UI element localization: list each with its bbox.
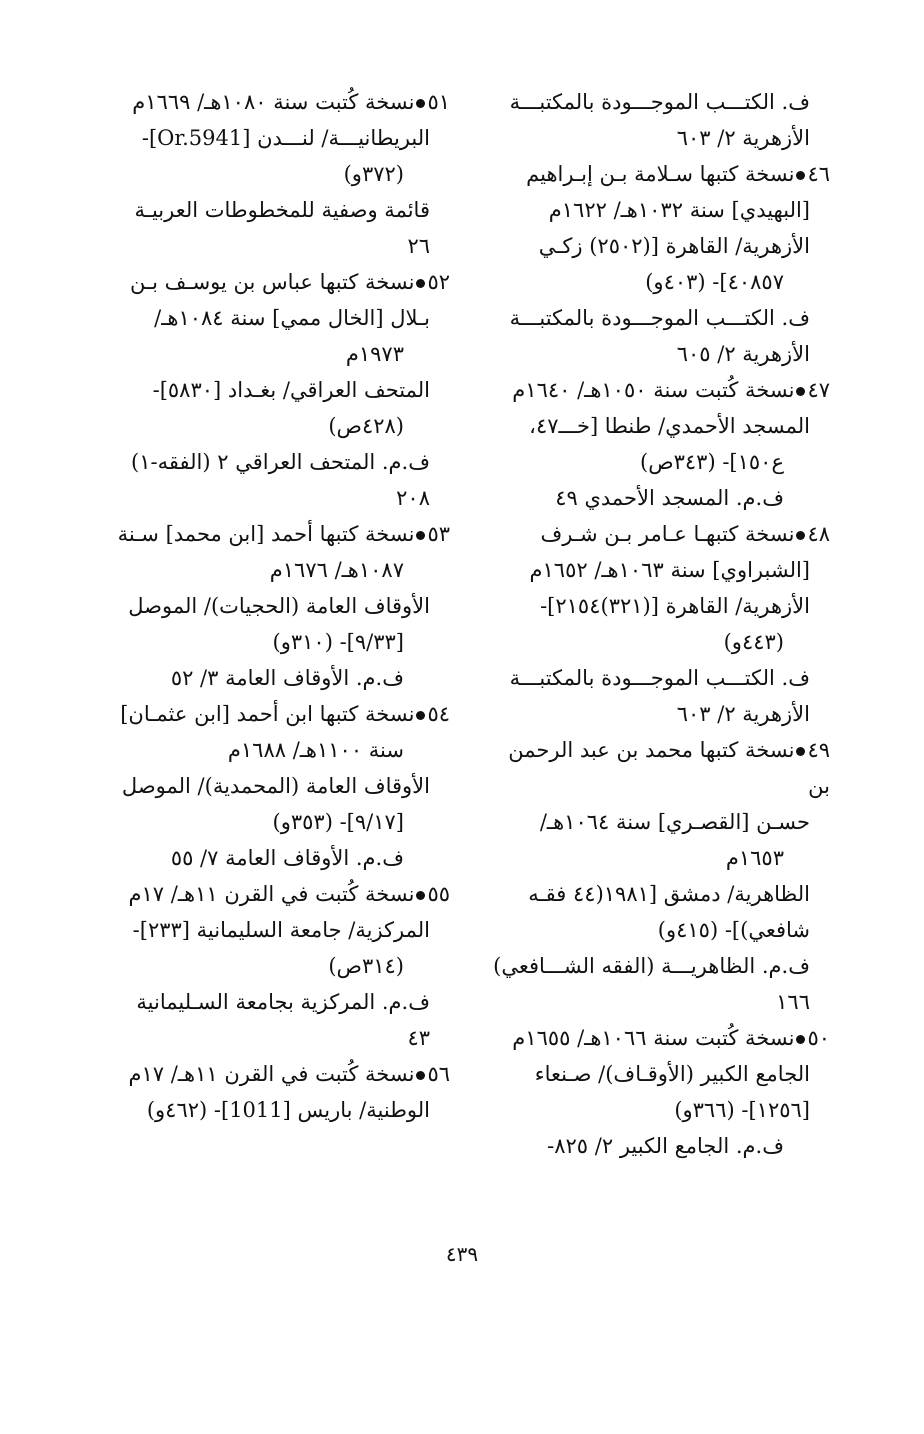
entry-number: ٥٣ [427,522,450,546]
bullet-icon [796,387,805,396]
entry-line: ١٦٥٣م [725,846,784,870]
entry-heading-line [108,516,450,552]
entry-text: نسخة كُتبت في القرن ١١هـ/ ١٧م [128,1062,415,1086]
entry-heading-line [490,372,830,408]
bullet-icon [796,747,805,756]
bullet-icon [416,279,425,288]
entry-text: نسخة كتبها محمد بن عبد الرحمن بن [508,738,830,798]
bullet-icon [796,1035,805,1044]
bullet-icon [416,891,425,900]
entry-line: (٣٧٢و) [343,162,404,186]
entry-line: المتحف العراقي/ بغـداد [٥٨٣٠]- [152,378,430,402]
entry-line: ف.م. المركزية بجامعة السـليمانية [136,990,430,1014]
bullet-icon [416,531,425,540]
entry-text: نسخة كتبها أحمد [ابن محمد] سـنة [117,522,415,546]
entry-heading-line [108,264,450,300]
entry-line: [٩/١٧]- (٣٥٣و) [272,810,404,834]
entry-line: الظاهرية/ دمشق [١٩٨١(٤٤ فقـه [528,882,810,906]
entry-text: نسخة كتبها عباس بن يوسـف بـن [130,270,415,294]
entry-line: ١٩٧٣م [345,342,404,366]
entry-heading-line [108,1056,450,1092]
entry-line: ف. الكتـــب الموجـــودة بالمكتبـــة [509,666,810,690]
bullet-icon [796,171,805,180]
entry-line: الوطنية/ باريس [1011]- (٤٦٢و) [146,1098,430,1122]
entry-number: ٥٢ [427,270,450,294]
entry-heading-line [490,156,830,192]
entry-number: ٤٨ [807,522,830,546]
entry-line: الأوقاف العامة (الحجيات)/ الموصل [128,594,430,618]
entry-line: ٤٠٨٥٧]- (٤٠٣و) [645,270,784,294]
entry-number: ٥١ [427,90,450,114]
entry-line: الأوقاف العامة (المحمدية)/ الموصل [121,774,430,798]
entry-line: [الشبراوي] سنة ١٠٦٣هـ/ ١٦٥٢م [529,558,810,582]
entry-number: ٥٦ [427,1062,450,1086]
entry-number: ٤٦ [807,162,830,186]
entry-line: الأزهرية/ القاهرة [(٣٢١)٢١٥٤]- [540,594,810,618]
entry-line: ف.م. المتحف العراقي ٢ (الفقه-١) [131,450,430,474]
entry-text: نسخة كُتبت في القرن ١١هـ/ ١٧م [128,882,415,906]
entry-line: المركزية/ جامعة السليمانية [٢٣٣]- [132,918,430,942]
entry-text: نسخة كُتبت سنة ١٠٦٦هـ/ ١٦٥٥م [512,1026,795,1050]
entry-line: (٤٤٣و) [723,630,784,654]
entry-line: ف. الكتـــب الموجـــودة بالمكتبـــة [509,306,810,330]
bullet-icon [796,531,805,540]
entry-line: الأزهرية ٢/ ٦٠٣ [676,126,810,150]
entry-line: قائمة وصفية للمخطوطات العربيـة [134,198,430,222]
entry-line: ف.م. المسجد الأحمدي ٤٩ [555,486,784,510]
entry-text: نسخة كتبها ابن أحمد [ابن عثمـان] [120,702,415,726]
entry-line: ف.م. الظاهريـــة (الفقه الشـــافعي) [493,954,810,978]
entry-line: المسجد الأحمدي/ طنطا [خـــ٤٧، [529,414,810,438]
right-column [490,84,830,1164]
entry-line: سنة ١١٠٠هـ/ ١٦٨٨م [227,738,404,762]
entry-line: ف.م. الأوقاف العامة ٣/ ٥٢ [170,666,404,690]
entry-text: نسخة كُتبت سنة ١٠٥٠هـ/ ١٦٤٠م [512,378,795,402]
entry-text: نسخة كتبها سـلامة بـن إبـراهيم [526,162,795,186]
entry-text: نسخة كتبهـا عـامر بـن شـرف [540,522,795,546]
bullet-icon [416,99,425,108]
entry-line: ١٠٨٧هـ/ ١٦٧٦م [269,558,404,582]
entry-line: الأزهرية/ القاهرة [(٢٥٠٢) زكـي [538,234,810,258]
bullet-icon [416,1071,425,1080]
entry-number: ٥٠ [807,1026,830,1050]
entry-line: ٢٠٨ [396,486,430,510]
entry-line: الأزهرية ٢/ ٦٠٣ [676,702,810,726]
entry-line: ف. الكتـــب الموجـــودة بالمكتبـــة [509,90,810,114]
entry-number: ٤٩ [807,738,830,762]
entry-heading-line [490,1020,830,1056]
entry-line: الأزهرية ٢/ ٦٠٥ [676,342,810,366]
entry-text: نسخة كُتبت سنة ١٠٨٠هـ/ ١٦٦٩م [132,90,415,114]
entry-line: [البهيدي] سنة ١٠٣٢هـ/ ١٦٢٢م [548,198,810,222]
entry-line: ف.م. الجامع الكبير ٢/ ٨٢٥- [547,1134,784,1158]
entry-number: ٥٥ [427,882,450,906]
entry-line: (٤٢٨ص) [328,414,404,438]
entry-line: البريطانيـــة/ لنـــدن [Or.5941]- [141,126,430,150]
entry-number: ٥٤ [427,702,450,726]
entry-line: شافعي)]- (٤١٥و) [657,918,810,942]
entry-line: ف.م. الأوقاف العامة ٧/ ٥٥ [170,846,404,870]
entry-heading-line [108,84,450,120]
entry-line: ٢٦ [407,234,430,258]
entry-line: حسـن [القصـري] سنة ١٠٦٤هـ/ [539,810,810,834]
entry-heading-line [490,516,830,552]
left-column [108,84,450,1128]
bullet-icon [416,711,425,720]
entry-line: ١٦٦ [776,990,810,1014]
entry-line: بـلال [الخال ممي] سنة ١٠٨٤هـ/ [154,306,430,330]
entry-line: ع١٥٠]- (٣٤٣ص) [640,450,784,474]
entry-line: (٣١٤ص) [328,954,404,978]
entry-heading-line [490,732,830,804]
entry-heading-line [108,696,450,732]
entry-line: ٤٣ [407,1026,430,1050]
entry-line: [١٢٥٦]- (٣٦٦و) [674,1098,810,1122]
page-number: ٤٣٩ [445,1242,479,1266]
entry-line: [٩/٣٣]- (٣١٠و) [272,630,404,654]
entry-line: الجامع الكبير (الأوقـاف)/ صـنعاء [534,1062,810,1086]
entry-number: ٤٧ [807,378,830,402]
entry-heading-line [108,876,450,912]
